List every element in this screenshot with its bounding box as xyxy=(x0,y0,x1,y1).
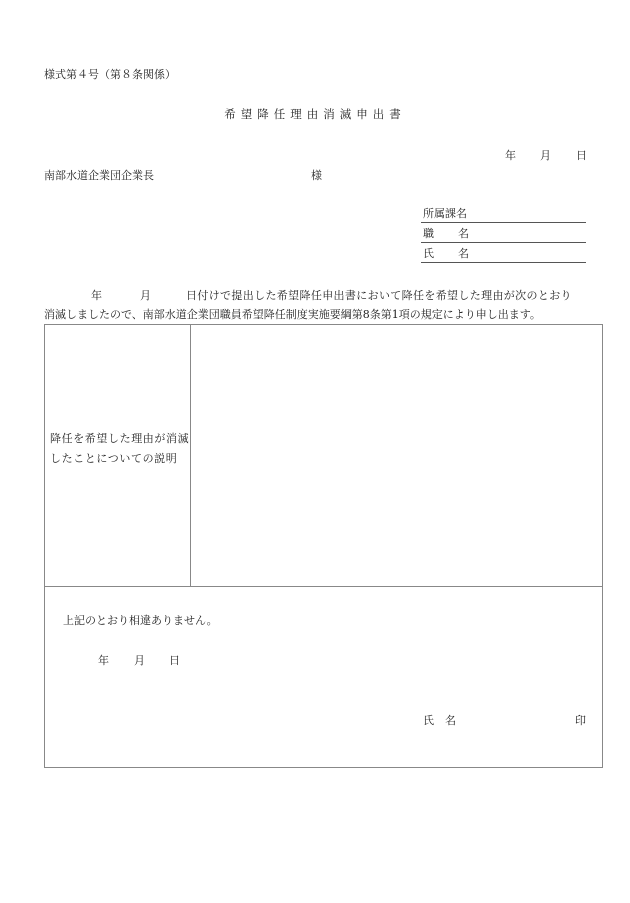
declaration-date-day: 日 xyxy=(169,654,180,667)
paragraph-year: 年 xyxy=(91,289,102,302)
department-label: 所属課名 xyxy=(423,207,467,220)
seal-mark: 印 xyxy=(575,714,586,727)
declaration-row xyxy=(45,587,602,767)
honorific: 様 xyxy=(311,169,322,182)
explanation-row xyxy=(45,325,602,587)
document-title: 希望降任理由消滅申出書 xyxy=(224,107,406,121)
job-title-label-b: 名 xyxy=(458,227,469,240)
paragraph-line2-text: 消滅しましたので、南部水道企業団職員希望降任制度実施要綱第8条第1項の規定により申し出ます。 xyxy=(44,308,541,321)
paragraph-line1-text: 日付けで提出した希望降任申出書において降任を希望した理由が次のとおり xyxy=(186,289,572,302)
signature-label: 氏 名 xyxy=(423,714,456,727)
explanation-label-cell xyxy=(45,325,191,586)
job-title-label-a: 職 xyxy=(423,227,434,240)
paragraph-month: 月 xyxy=(140,289,151,302)
header-date-month: 月 xyxy=(540,149,551,162)
name-field[interactable] xyxy=(421,245,586,263)
job-title-field[interactable] xyxy=(421,225,586,243)
declaration-text: 上記のとおり相違ありません。 xyxy=(63,614,218,627)
department-field[interactable] xyxy=(421,205,586,223)
addressee: 南部水道企業団企業長 xyxy=(44,169,154,182)
header-date-day: 日 xyxy=(576,149,587,162)
explanation-input-area[interactable] xyxy=(191,325,602,586)
declaration-date-month: 月 xyxy=(134,654,145,667)
form-number: 様式第４号（第８条関係） xyxy=(44,68,176,81)
explanation-table xyxy=(44,324,603,768)
name-label-a: 氏 xyxy=(423,247,434,260)
explanation-label: 降任を希望した理由が消滅したことについての説明 xyxy=(50,432,190,465)
declaration-date-year: 年 xyxy=(98,654,109,667)
name-label-b: 名 xyxy=(458,247,469,260)
header-date-year: 年 xyxy=(505,149,516,162)
